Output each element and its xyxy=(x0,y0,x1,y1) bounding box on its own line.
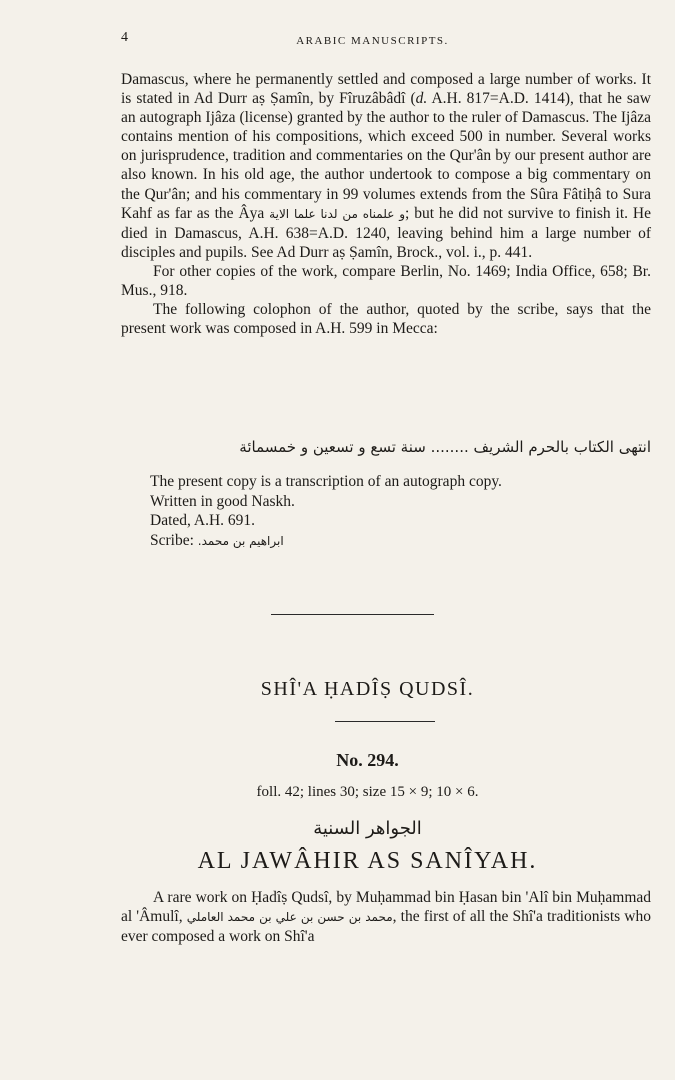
text-segment-italic: d. xyxy=(415,90,428,108)
paragraph-description xyxy=(121,888,651,946)
author-name-arabic: محمد بن حسن بن علي بن محمد العاملي xyxy=(186,910,393,925)
note-date: Dated, A.H. 691. xyxy=(150,512,256,529)
section-title: SHÎ'A ḤADÎṢ QUDSÎ. xyxy=(260,678,475,700)
page-number: 4 xyxy=(121,30,128,45)
scribe-label: Scribe: xyxy=(150,531,194,549)
text-segment: A.H. 817=A.D. 1414), that he saw an autograph Ijâza (license) granted by the author to the ruler of Damascus. The Ijâza contains mention of his compositions, which exceed 500 in number. Several works on jurisprudence, tradition and commentaries on the Qur'ân by our present author are also known. In his old age, the author undertook to compose a big commentary on the Qur'ân; and his commentary in 99 volumes extends from the Sûra Fâtiḥâ to Sura Kahf as far as the Âya xyxy=(121,90,651,222)
paragraph-colophon-intro: The following colophon of the author, quoted by the scribe, says that the present work was composed in A.H. 599 in Mecca: xyxy=(121,301,651,338)
work-description xyxy=(121,888,651,946)
copy-notes xyxy=(150,472,502,551)
text-segment: A rare work on Ḥadîṣ Qudsî, by Muḥammad bin Ḥasan bin 'Alî bin Muḥammad al 'Âmulî, xyxy=(121,889,651,926)
running-title: ARABIC MANUSCRIPTS. xyxy=(296,35,449,47)
note-transcription: The present copy is a transcription of an autograph copy. xyxy=(150,473,502,490)
text-segment: Damascus, where he permanently settled and composed a large number of works. It is stated in Ad Durr aṣ Ṣamîn, by Fîruzâbâdî ( xyxy=(121,71,651,108)
work-title: AL JAWÂHIR AS SANÎYAH. xyxy=(197,848,538,874)
scribe-name-arabic: ابراهيم بن محمد. xyxy=(197,533,284,548)
divider-rule xyxy=(271,614,434,615)
text-segment: , the first of all the Shî'a traditionists who ever composed a work on Shî'a xyxy=(121,908,651,946)
colophon-arabic: انتهى الكتاب بالحرم الشريف ........ سنة تسع و تسعين و خمسمائة xyxy=(239,438,651,456)
divider-rule-short xyxy=(335,721,435,722)
arabic-quote: و علمناه من لدنا علما الاية xyxy=(269,206,405,221)
work-title-arabic: الجواهر السنية xyxy=(313,818,422,839)
paragraph-biography xyxy=(121,70,651,262)
manuscript-details: foll. 42; lines 30; size 15 × 9; 10 × 6. xyxy=(256,784,479,800)
note-script: Written in good Naskh. xyxy=(150,492,295,510)
body-text xyxy=(121,70,651,338)
text-segment: ; but he did not survive to finish it. He died in Damascus, A.H. 638=A.D. 1240, leaving behind him a large number of disciples and pupils. See Ad Durr aṣ Ṣamîn, Brock., vol. i., p. 441. xyxy=(121,204,651,261)
paragraph-copies: For other copies of the work, compare Berlin, No. 1469; India Office, 658; Br. Mus., 918. xyxy=(121,262,651,300)
note-scribe xyxy=(150,531,502,552)
manuscript-number: No. 294. xyxy=(336,750,399,770)
